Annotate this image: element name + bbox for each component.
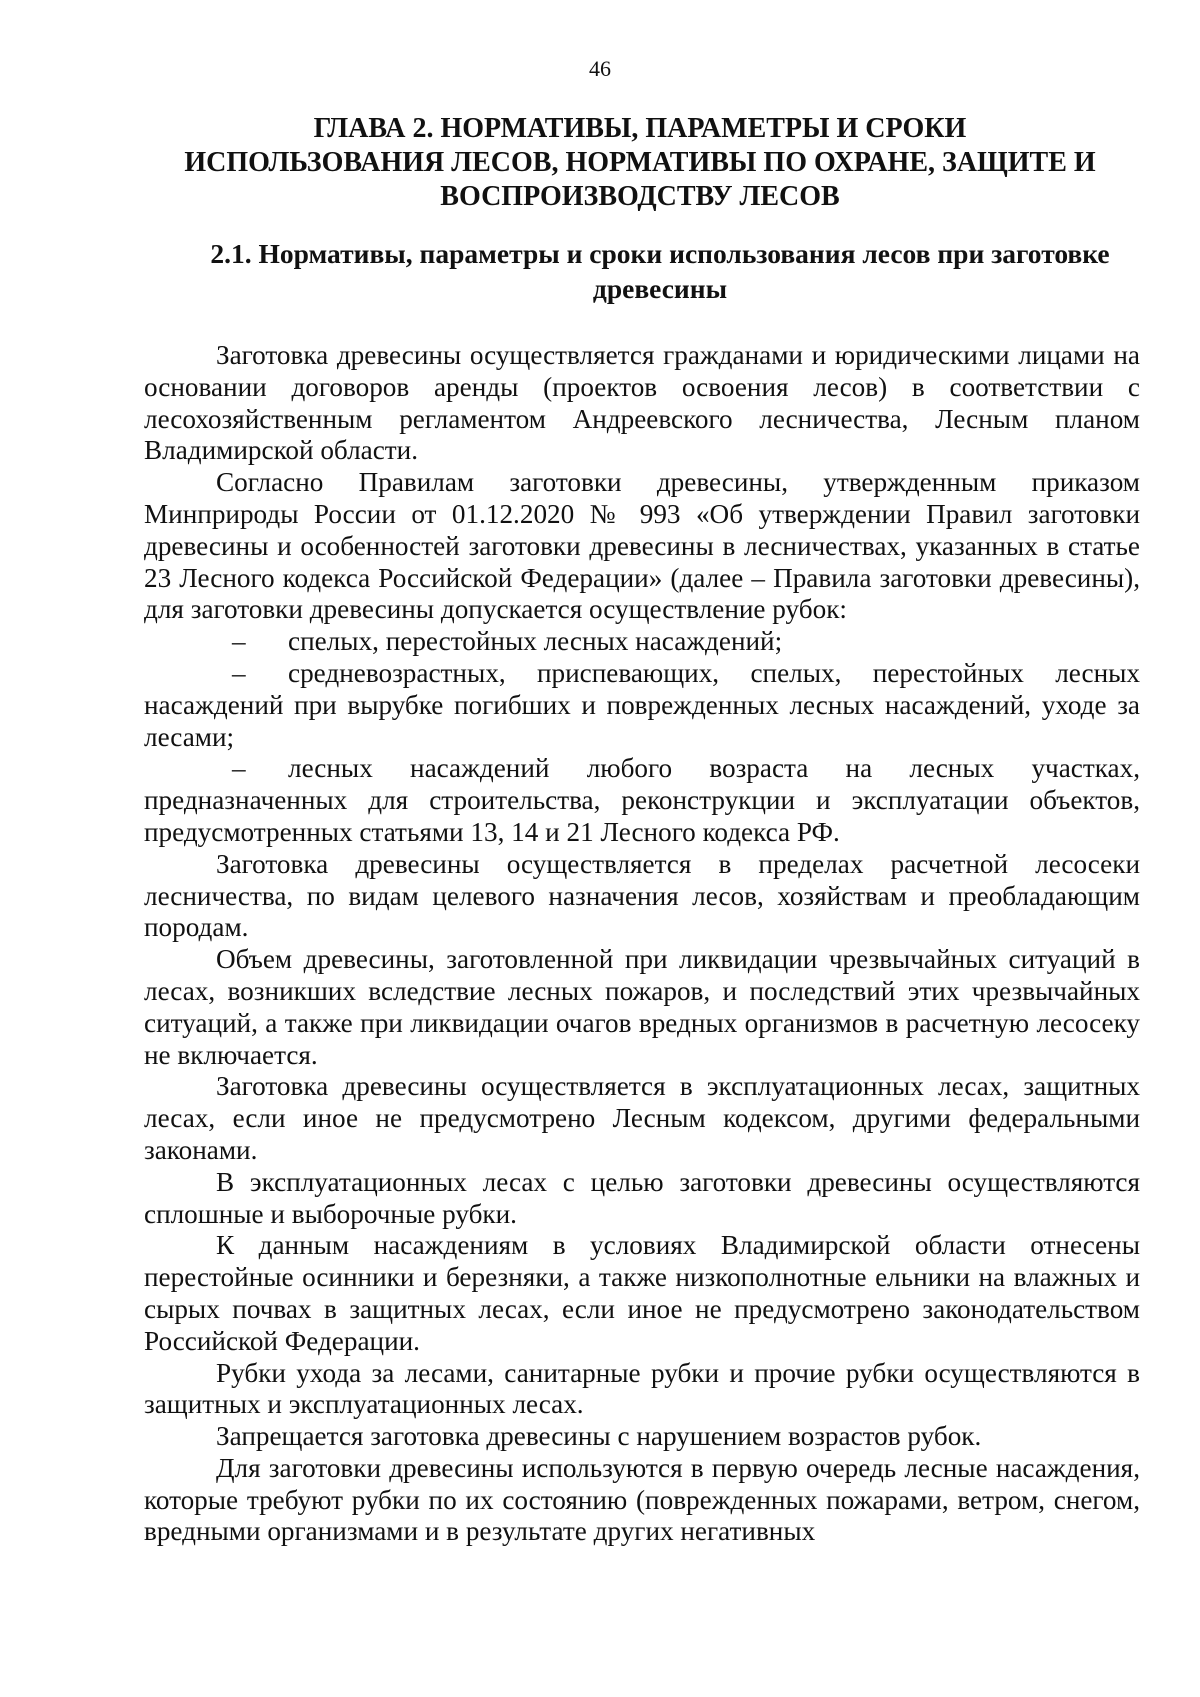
- paragraph: Объем древесины, заготовленной при ликвидации чрезвычайных ситуаций в лесах, возникших вследствие лесных пожаров, и последствий этих чрезвычайных ситуаций, а также при ликвидации очагов вредных организмов в расчетную лесосеку не включается.: [144, 944, 1140, 1070]
- chapter-title-line-2: ИСПОЛЬЗОВАНИЯ ЛЕСОВ, НОРМАТИВЫ ПО ОХРАНЕ, ЗАЩИТЕ И: [184, 147, 1096, 178]
- section-title: [180, 236, 1140, 306]
- section-title-line-1: 2.1. Нормативы, параметры и сроки использования лесов при заготовке: [210, 238, 1110, 269]
- list-item: [144, 753, 1140, 848]
- paragraph: Заготовка древесины осуществляется в пределах расчетной лесосеки лесничества, по видам целевого назначения лесов, хозяйствам и преобладающим породам.: [144, 848, 1140, 943]
- chapter-title-line-3: ВОСПРОИЗВОДСТВУ ЛЕСОВ: [440, 181, 840, 212]
- paragraph: Заготовка древесины осуществляется гражданами и юридическими лицами на основании договоров аренды (проектов освоения лесов) в соответствии с лесохозяйственным регламентом Андреевского лесничества, Лесным планом Владимирской области.: [144, 340, 1140, 466]
- paragraph: Согласно Правилам заготовки древесины, утвержденным приказом Минприроды России от 01.12.2020 № 993 «Об утверждении Правил заготовки древесины и особенностей заготовки древесины в лесничествах, указанных в статье 23 Лесного кодекса Российской Федерации» (далее – Правила заготовки древесины), для заготовки древесины допускается осуществление рубок:: [144, 467, 1140, 625]
- list-item: [144, 658, 1140, 753]
- paragraph: К данным насаждениям в условиях Владимирской области отнесены перестойные осинники и березняки, а также низкополнотные ельники на влажных и сырых почвах в защитных лесах, если иное не предусмотрено законодательством Российской Федерации.: [144, 1230, 1140, 1356]
- paragraph: Рубки ухода за лесами, санитарные рубки и прочие рубки осуществляются в защитных и эксплуатационных лесах.: [144, 1357, 1140, 1420]
- list-item: [144, 626, 1140, 658]
- page-number: 46: [589, 56, 611, 81]
- section-title-line-2: древесины: [592, 273, 728, 304]
- list-item-text: лесных насаждений любого возраста на лесных участках, предназначенных для строительства, реконструкции и эксплуатации объектов, предусмотренных статьями 13, 14 и 21 Лесного кодекса РФ.: [144, 753, 1140, 847]
- chapter-title: [140, 112, 1140, 214]
- list-item-text: средневозрастных, приспевающих, спелых, перестойных лесных насаждений при вырубке погибших и поврежденных лесных насаждений, уходе за лесами;: [144, 657, 1140, 752]
- paragraph: Заготовка древесины осуществляется в эксплуатационных лесах, защитных лесах, если иное не предусмотрено Лесным кодексом, другими федеральными законами.: [144, 1071, 1140, 1165]
- paragraph: В эксплуатационных лесах с целью заготовки древесины осуществляются сплошные и выборочные рубки.: [144, 1166, 1140, 1229]
- list-dash: –: [232, 657, 246, 688]
- list-dash: –: [232, 753, 246, 784]
- paragraph: Для заготовки древесины используются в первую очередь лесные насаждения, которые требуют рубки по их состоянию (поврежденных пожарами, ветром, снегом, вредными организмами и в результате других негативных: [144, 1452, 1140, 1547]
- paragraph: Запрещается заготовка древесины с нарушением возрастов рубок.: [216, 1421, 982, 1452]
- body-text: [144, 340, 1140, 1548]
- list-item-text: спелых, перестойных лесных насаждений;: [288, 626, 783, 657]
- chapter-title-line-1: ГЛАВА 2. НОРМАТИВЫ, ПАРАМЕТРЫ И СРОКИ: [313, 113, 967, 144]
- list-dash: –: [232, 626, 246, 657]
